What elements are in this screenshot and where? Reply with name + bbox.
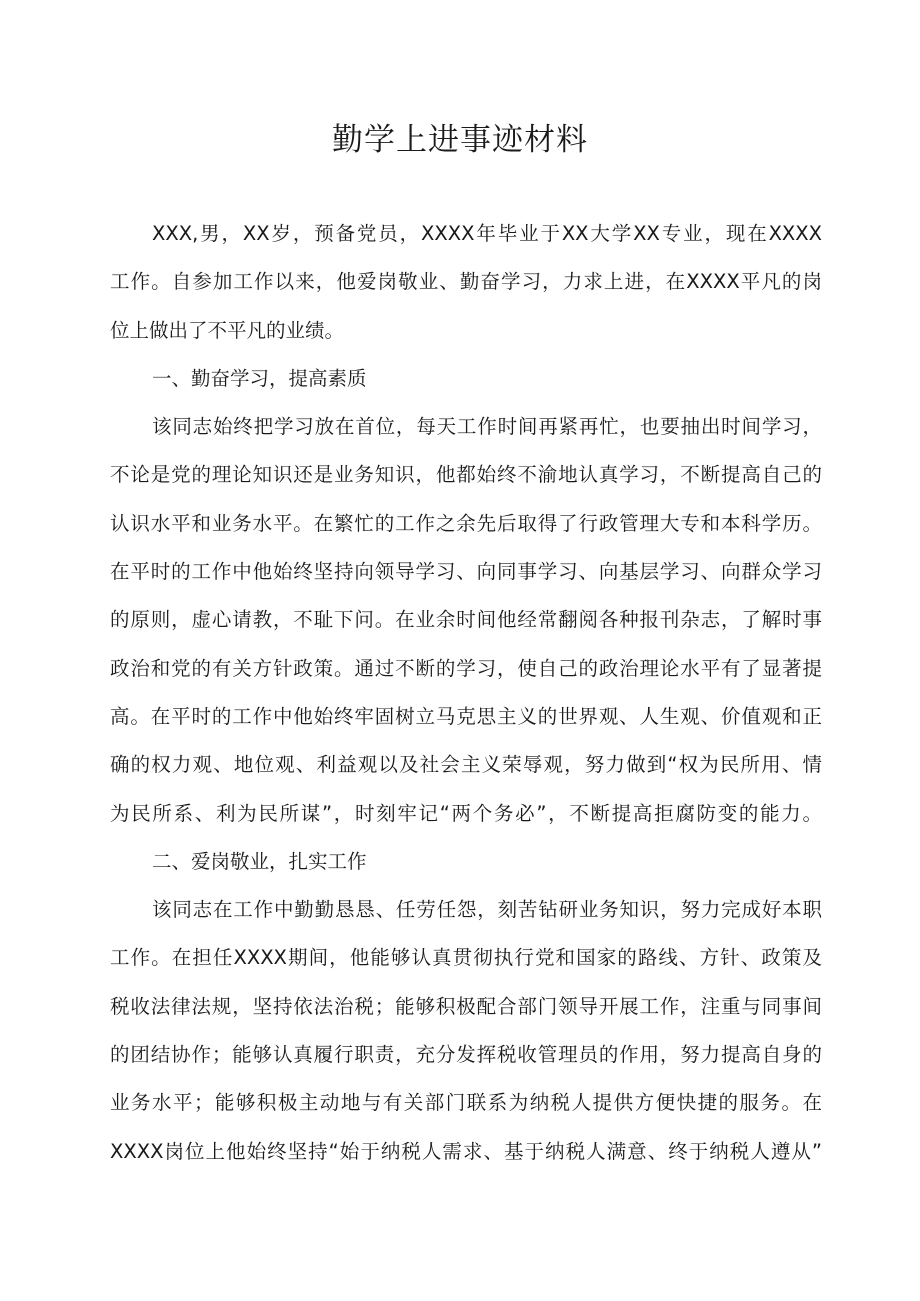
text-line: 税收法律法规，坚持依法治税；能够积极配合部门领导开展工作，注重与同事间	[110, 994, 822, 1018]
text-line: 在平时的工作中他始终坚持向领导学习、向同事学习、向基层学习、向群众学习	[110, 560, 822, 584]
text-line: 该同志始终把学习放在首位，每天工作时间再紧再忙，也要抽出时间学习，	[152, 415, 822, 439]
text-line: 二、爱岗敬业，扎实工作	[152, 849, 367, 873]
text-line: XXX,男，XX岁，预备党员，XXXX年毕业于XX大学XX专业，现在XXXX	[152, 222, 822, 245]
text-line: 确的权力观、地位观、利益观以及社会主义荣辱观，努力做到“权为民所用、情	[110, 753, 822, 777]
text-line: 工作。在担任XXXX期间，他能够认真贯彻执行党和国家的路线、方针、政策及	[110, 946, 822, 970]
text-line: 的原则，虚心请教，不耻下问。在业余时间他经常翻阅各种报刊杂志，了解时事	[110, 608, 822, 632]
document-body	[110, 210, 822, 1176]
text-line: 不论是党的理论知识还是业务知识，他都始终不渝地认真学习，不断提高自己的	[110, 463, 822, 487]
text-line: 的团结协作；能够认真履行职责，充分发挥税收管理员的作用，努力提高自身的	[110, 1043, 822, 1067]
text-line: 认识水平和业务水平。在繁忙的工作之余先后取得了行政管理大专和本科学历。	[110, 511, 822, 535]
text-line: 业务水平；能够积极主动地与有关部门联系为纳税人提供方便快捷的服务。在	[110, 1091, 822, 1115]
text-line: 位上做出了不平凡的业绩。	[110, 318, 345, 342]
text-line: 一、勤奋学习，提高素质	[152, 366, 367, 390]
text-line: 为民所系、利为民所谋”，时刻牢记“两个务必”，不断提高拒腐防变的能力。	[110, 801, 822, 825]
text-line: 政治和党的有关方针政策。通过不断的学习，使自己的政治理论水平有了显著提	[110, 656, 822, 680]
text-line: XXXX岗位上他始终坚持“始于纳税人需求、基于纳税人满意、终于纳税人遵从”	[110, 1139, 822, 1163]
text-line: 工作。自参加工作以来，他爱岗敬业、勤奋学习，力求上进，在XXXX平凡的岗	[110, 270, 822, 294]
text-line: 高。在平时的工作中他始终牢固树立马克思主义的世界观、人生观、价值观和正	[110, 704, 822, 728]
text-line: 该同志在工作中勤勤恳恳、任劳任怨，刻苦钻研业务知识，努力完成好本职	[152, 898, 822, 922]
document-title: 勤学上进事迹材料	[332, 122, 588, 158]
